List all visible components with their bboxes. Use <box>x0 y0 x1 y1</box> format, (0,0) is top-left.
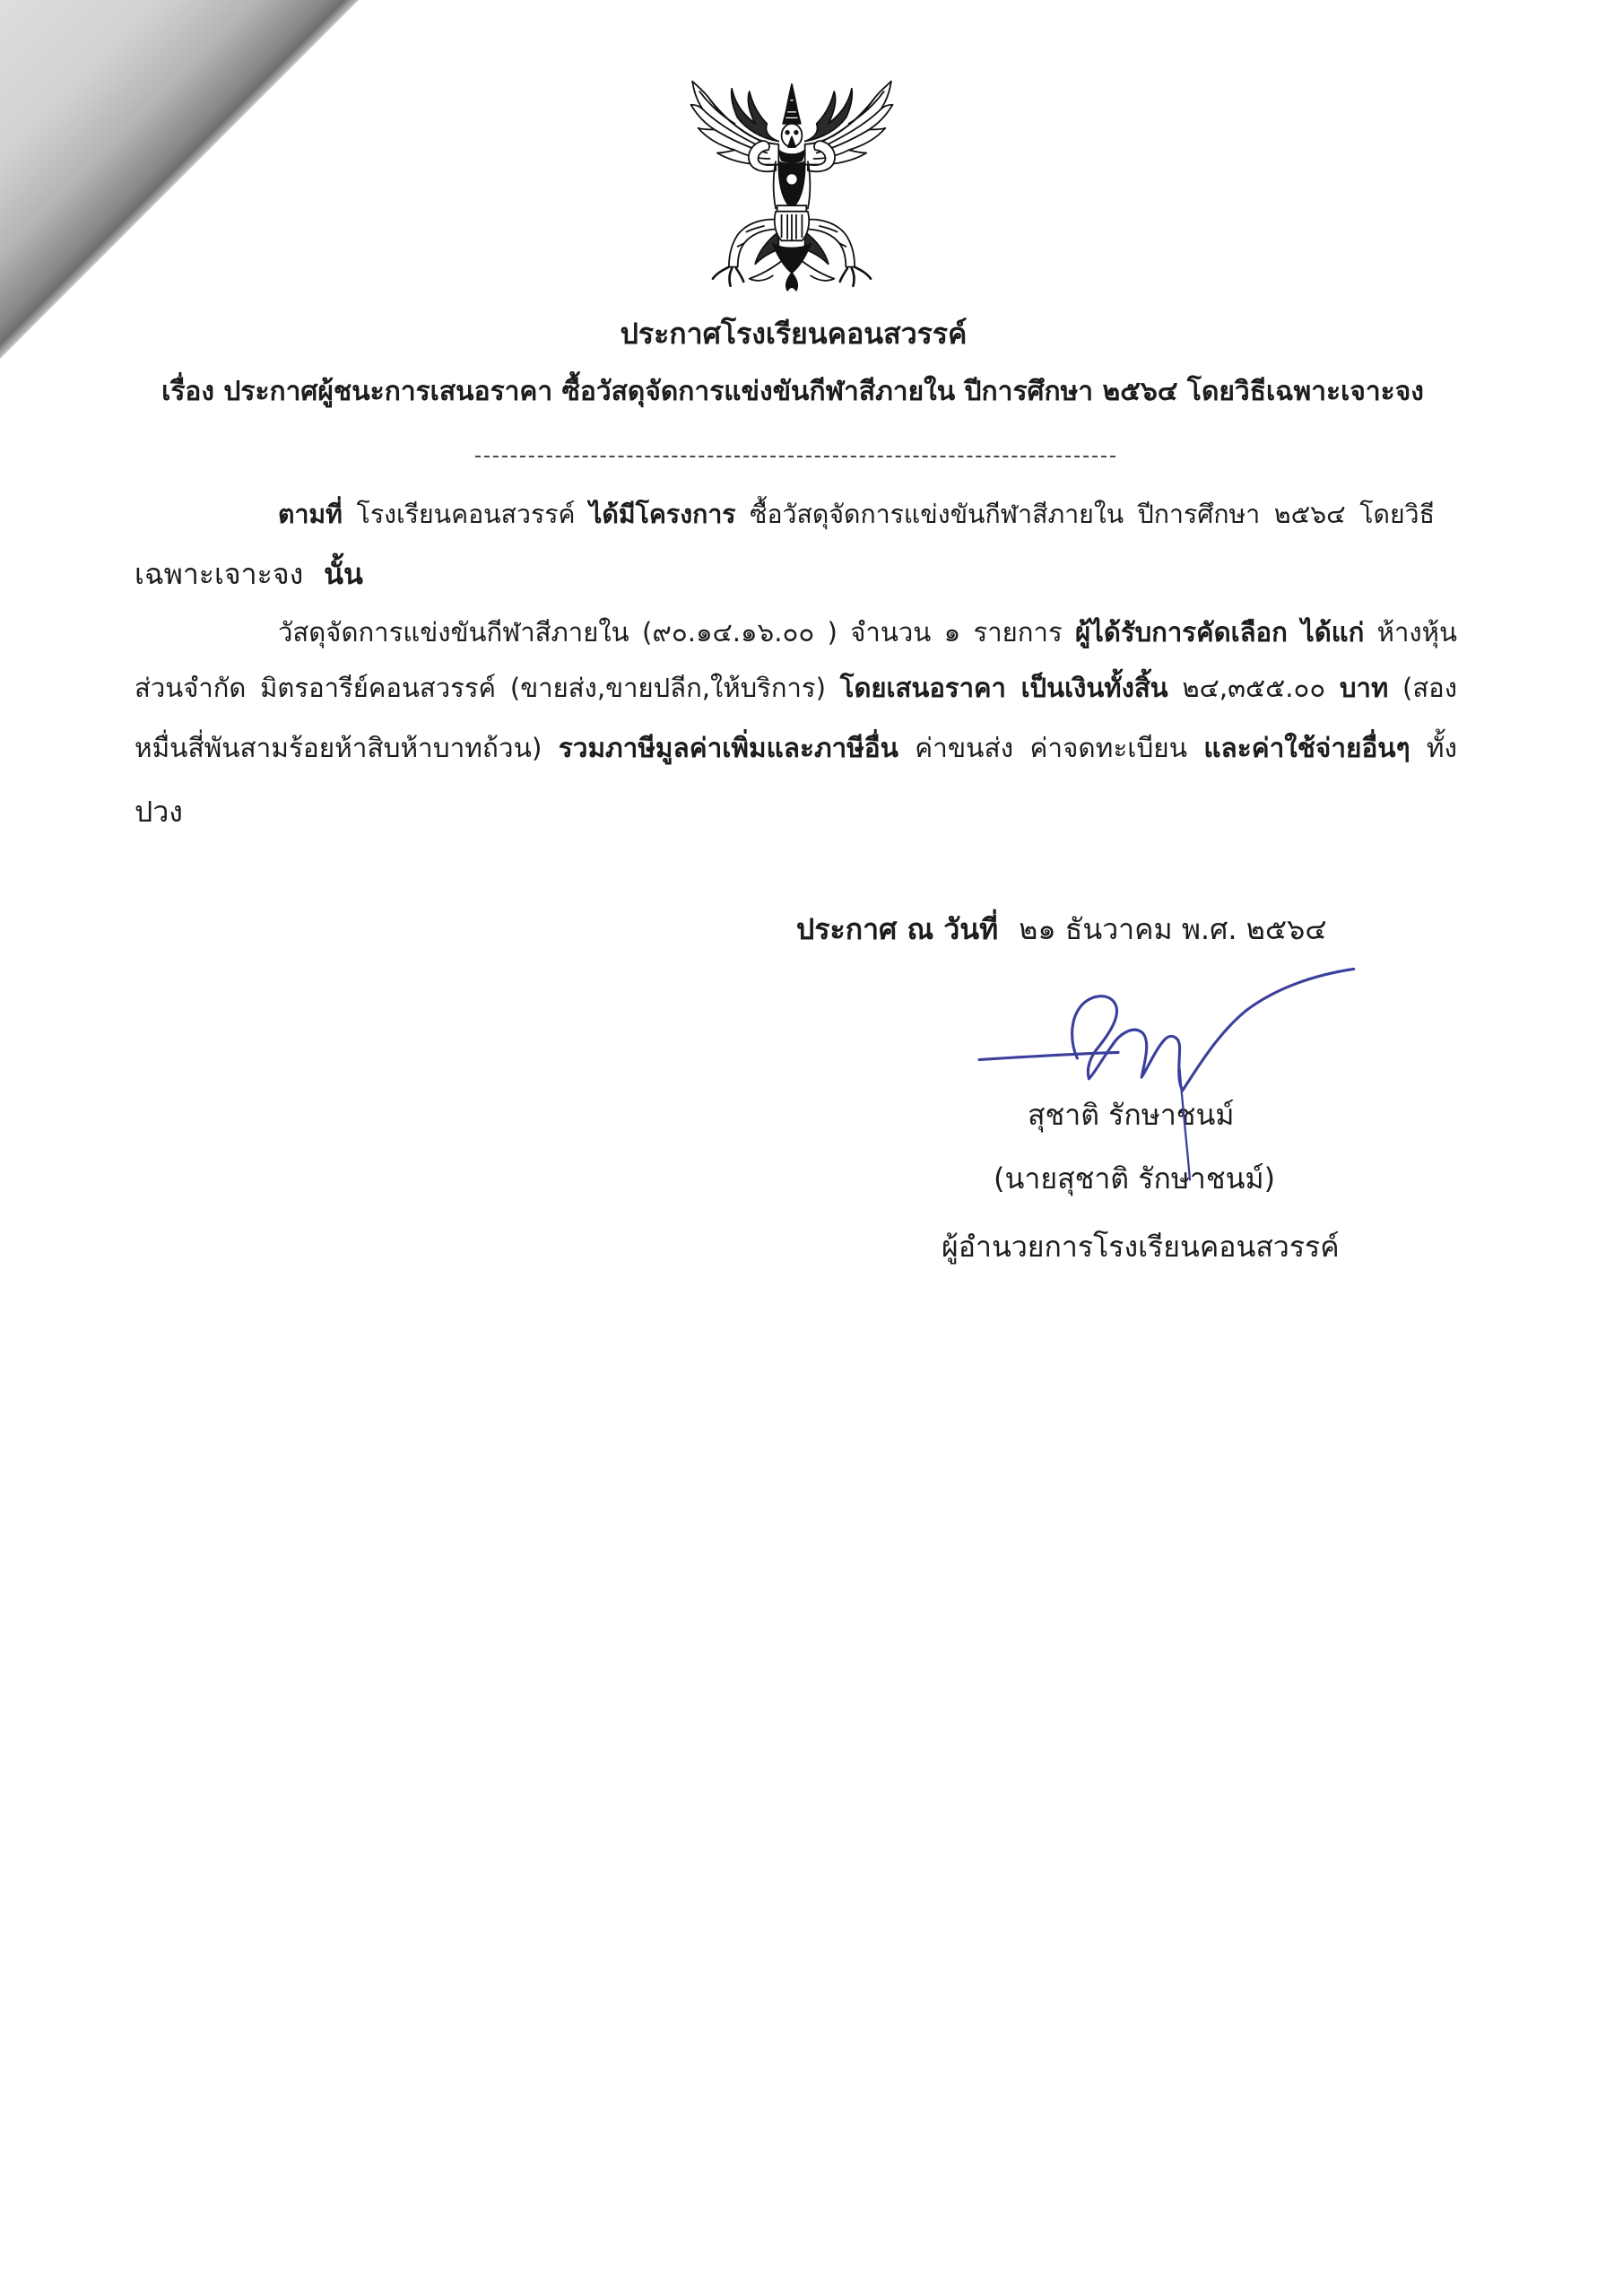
garuda-emblem <box>688 80 896 293</box>
paragraph2-line2 <box>135 669 1457 707</box>
text-segment: (สอง <box>1402 673 1458 703</box>
announcement-date-content <box>796 912 1327 946</box>
text-segment: ทั้ง <box>1426 733 1457 764</box>
text-segment: ซื้อวัสดุจัดการแข่งขันกีฬาสีภายใน ปีการศึกษา ๒๕๖๔ โดยวิธี <box>750 500 1436 529</box>
handwritten-signature <box>977 959 1358 1193</box>
date-label: ประกาศ ณ วันที่ <box>796 912 999 946</box>
signatory-position <box>942 1228 1354 1265</box>
signatory-full-name-text: (นายสุชาติ รักษาชนม์) <box>994 1161 1276 1196</box>
paragraph1-line1 <box>278 496 1435 534</box>
subject-text: เรื่อง ประกาศผู้ชนะการเสนอราคา ซื้อวัสดุจัดการแข่งขันกีฬาสีภายใน ปีการศึกษา ๒๕๖๔ โดยวิธีเฉพาะเจาะจง <box>161 376 1424 407</box>
text-segment: เฉพาะเจาะจง <box>135 557 304 591</box>
paragraph2-line3 <box>135 730 1457 768</box>
announcement-title-text: ประกาศโรงเรียนคอนสวรรค์ <box>620 317 968 351</box>
signatory-name-text: สุชาติ รักษาชนม์ <box>1028 1098 1235 1132</box>
text-segment: หมื่นสี่พันสามร้อยห้าสิบห้าบาทถ้วน) <box>135 733 542 764</box>
separator-line <box>475 456 1115 457</box>
emblem-left-half <box>691 82 782 286</box>
announcement-title <box>520 315 1067 352</box>
date-value: ๒๑ ธันวาคม พ.ศ. ๒๕๖๔ <box>1019 912 1327 946</box>
paragraph1-line2-content <box>135 557 363 591</box>
paragraph1-line1-content <box>278 500 1435 529</box>
announcement-date <box>796 910 1334 948</box>
paragraph1-line2 <box>135 555 762 593</box>
paragraph2-line3-content <box>135 733 1457 764</box>
text-segment: ผู้ได้รับการคัดเลือก ได้แก่ <box>1074 617 1365 648</box>
text-segment: ส่วนจำกัด มิตรอารีย์คอนสวรรค์ (ขายส่ง,ขายปลีก,ให้บริการ) <box>135 673 827 703</box>
text-segment: วัสดุจัดการแข่งขันกีฬาสีภายใน (๙๐.๑๔.๑๖.๐๐ ) จำนวน ๑ รายการ <box>278 617 1063 648</box>
text-segment: และค่าใช้จ่ายอื่นๆ <box>1203 733 1410 764</box>
text-segment: โรงเรียนคอนสวรรค์ <box>356 500 576 529</box>
text-segment: โดยเสนอราคา เป็นเงินทั้งสิ้น <box>839 673 1168 703</box>
text-segment: ตามที่ <box>278 500 343 529</box>
text-segment: รวมภาษีมูลค่าเพิ่มและภาษีอื่น <box>558 733 898 764</box>
signatory-position-text: ผู้อำนวยการโรงเรียนคอนสวรรค์ <box>942 1230 1340 1264</box>
text-segment: ปวง <box>135 795 183 829</box>
emblem-right-half <box>802 82 892 286</box>
text-segment: ได้มีโครงการ <box>589 500 736 529</box>
page-corner-fold <box>0 0 359 359</box>
paragraph2-line1 <box>278 613 1457 651</box>
text-segment: ค่าขนส่ง ค่าจดทะเบียน <box>915 733 1188 764</box>
paragraph2-line4 <box>135 793 404 831</box>
emblem-center-figure <box>773 84 811 291</box>
signatory-name <box>1028 1096 1297 1134</box>
subject-line <box>142 373 1444 411</box>
paragraph2-line1-content <box>278 617 1457 648</box>
amount-value: ๒๔,๓๕๕.๐๐ <box>1182 673 1326 703</box>
paragraph2-line2-content <box>135 673 1457 703</box>
signatory-full-name <box>994 1160 1289 1197</box>
text-segment: นั้น <box>324 557 363 591</box>
text-segment: บาท <box>1339 673 1389 703</box>
paragraph2-line4-content <box>135 795 183 829</box>
text-segment: ห้างหุ้น <box>1376 617 1457 648</box>
